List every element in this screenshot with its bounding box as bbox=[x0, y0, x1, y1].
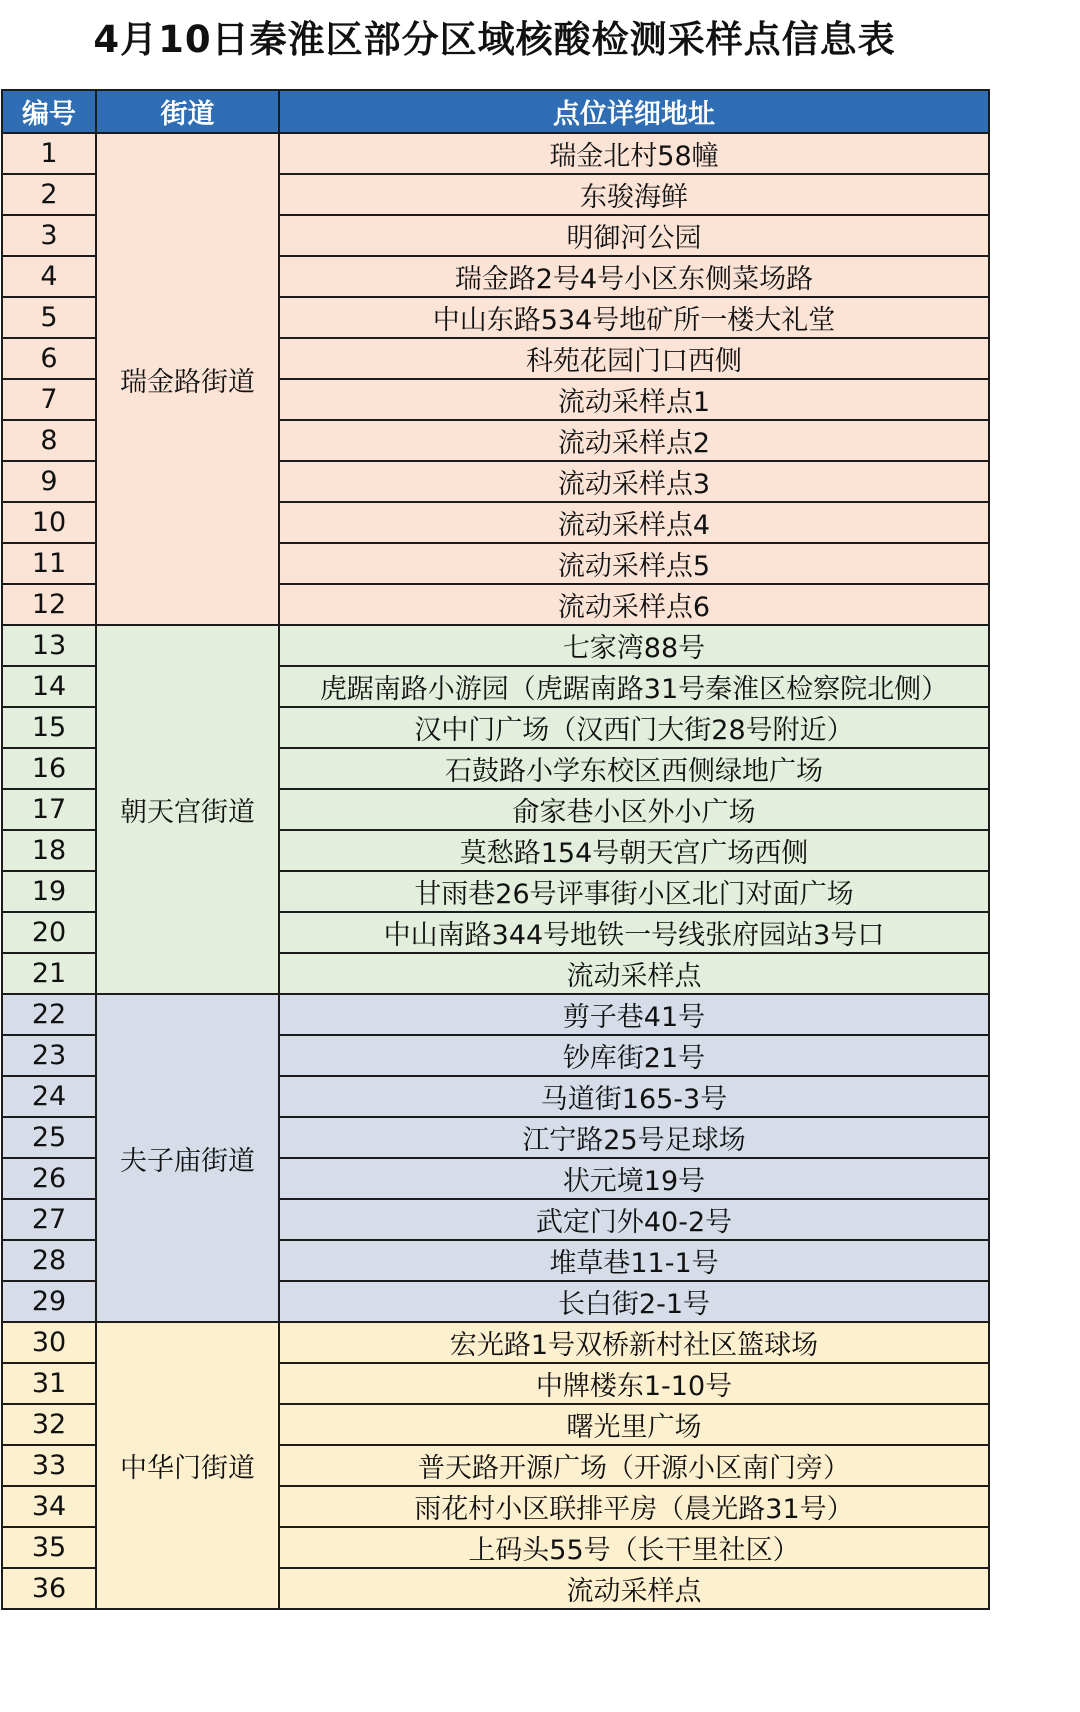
row-number: 1 bbox=[2, 133, 96, 174]
site-address: 剪子巷41号 bbox=[279, 994, 989, 1035]
site-address: 明御河公园 bbox=[279, 215, 989, 256]
site-address: 曙光里广场 bbox=[279, 1404, 989, 1445]
site-address: 中山南路344号地铁一号线张府园站3号口 bbox=[279, 912, 989, 953]
row-number: 11 bbox=[2, 543, 96, 584]
street-name: 瑞金路街道 bbox=[96, 133, 279, 625]
row-number: 7 bbox=[2, 379, 96, 420]
site-address: 莫愁路154号朝天宫广场西侧 bbox=[279, 830, 989, 871]
site-address: 流动采样点4 bbox=[279, 502, 989, 543]
row-number: 28 bbox=[2, 1240, 96, 1281]
row-number: 9 bbox=[2, 461, 96, 502]
site-address: 东骏海鲜 bbox=[279, 174, 989, 215]
street-name: 朝天宫街道 bbox=[96, 625, 279, 994]
sampling-sites-table bbox=[1, 89, 990, 1610]
row-number: 12 bbox=[2, 584, 96, 625]
site-address: 武定门外40-2号 bbox=[279, 1199, 989, 1240]
row-number: 5 bbox=[2, 297, 96, 338]
site-address: 江宁路25号足球场 bbox=[279, 1117, 989, 1158]
row-number: 24 bbox=[2, 1076, 96, 1117]
row-number: 8 bbox=[2, 420, 96, 461]
row-number: 6 bbox=[2, 338, 96, 379]
site-address: 瑞金路2号4号小区东侧菜场路 bbox=[279, 256, 989, 297]
site-address: 流动采样点1 bbox=[279, 379, 989, 420]
site-address: 石鼓路小学东校区西侧绿地广场 bbox=[279, 748, 989, 789]
site-address: 中山东路534号地矿所一楼大礼堂 bbox=[279, 297, 989, 338]
site-address: 流动采样点 bbox=[279, 953, 989, 994]
table-body bbox=[2, 133, 989, 1609]
row-number: 32 bbox=[2, 1404, 96, 1445]
row-number: 17 bbox=[2, 789, 96, 830]
site-address: 宏光路1号双桥新村社区篮球场 bbox=[279, 1322, 989, 1363]
row-number: 15 bbox=[2, 707, 96, 748]
header-street: 街道 bbox=[96, 90, 279, 133]
table-row bbox=[2, 133, 989, 174]
table-row bbox=[2, 1322, 989, 1363]
site-address: 钞库街21号 bbox=[279, 1035, 989, 1076]
header-address: 点位详细地址 bbox=[279, 90, 989, 133]
site-address: 俞家巷小区外小广场 bbox=[279, 789, 989, 830]
site-address: 马道街165-3号 bbox=[279, 1076, 989, 1117]
row-number: 27 bbox=[2, 1199, 96, 1240]
site-address: 中牌楼东1-10号 bbox=[279, 1363, 989, 1404]
site-address: 流动采样点 bbox=[279, 1568, 989, 1609]
site-address: 长白街2-1号 bbox=[279, 1281, 989, 1322]
site-address: 堆草巷11-1号 bbox=[279, 1240, 989, 1281]
row-number: 22 bbox=[2, 994, 96, 1035]
row-number: 19 bbox=[2, 871, 96, 912]
row-number: 18 bbox=[2, 830, 96, 871]
row-number: 26 bbox=[2, 1158, 96, 1199]
site-address: 虎踞南路小游园（虎踞南路31号秦淮区检察院北侧） bbox=[279, 666, 989, 707]
site-address: 上码头55号（长干里社区） bbox=[279, 1527, 989, 1568]
page-title: 4月10日秦淮区部分区域核酸检测采样点信息表 bbox=[93, 18, 896, 61]
row-number: 14 bbox=[2, 666, 96, 707]
table-row bbox=[2, 994, 989, 1035]
street-name: 夫子庙街道 bbox=[96, 994, 279, 1322]
table-header-row bbox=[2, 90, 989, 133]
site-address: 七家湾88号 bbox=[279, 625, 989, 666]
row-number: 21 bbox=[2, 953, 96, 994]
row-number: 13 bbox=[2, 625, 96, 666]
row-number: 4 bbox=[2, 256, 96, 297]
site-address: 流动采样点5 bbox=[279, 543, 989, 584]
row-number: 20 bbox=[2, 912, 96, 953]
row-number: 34 bbox=[2, 1486, 96, 1527]
header-number: 编号 bbox=[2, 90, 96, 133]
site-address: 流动采样点3 bbox=[279, 461, 989, 502]
site-address: 普天路开源广场（开源小区南门旁） bbox=[279, 1445, 989, 1486]
row-number: 33 bbox=[2, 1445, 96, 1486]
site-address: 汉中门广场（汉西门大街28号附近） bbox=[279, 707, 989, 748]
site-address: 状元境19号 bbox=[279, 1158, 989, 1199]
street-name: 中华门街道 bbox=[96, 1322, 279, 1609]
site-address: 流动采样点6 bbox=[279, 584, 989, 625]
row-number: 10 bbox=[2, 502, 96, 543]
row-number: 35 bbox=[2, 1527, 96, 1568]
site-address: 甘雨巷26号评事街小区北门对面广场 bbox=[279, 871, 989, 912]
row-number: 2 bbox=[2, 174, 96, 215]
row-number: 25 bbox=[2, 1117, 96, 1158]
row-number: 16 bbox=[2, 748, 96, 789]
site-address: 流动采样点2 bbox=[279, 420, 989, 461]
row-number: 29 bbox=[2, 1281, 96, 1322]
row-number: 36 bbox=[2, 1568, 96, 1609]
row-number: 3 bbox=[2, 215, 96, 256]
row-number: 23 bbox=[2, 1035, 96, 1076]
row-number: 30 bbox=[2, 1322, 96, 1363]
row-number: 31 bbox=[2, 1363, 96, 1404]
site-address: 瑞金北村58幢 bbox=[279, 133, 989, 174]
site-address: 科苑花园门口西侧 bbox=[279, 338, 989, 379]
site-address: 雨花村小区联排平房（晨光路31号） bbox=[279, 1486, 989, 1527]
table-row bbox=[2, 625, 989, 666]
